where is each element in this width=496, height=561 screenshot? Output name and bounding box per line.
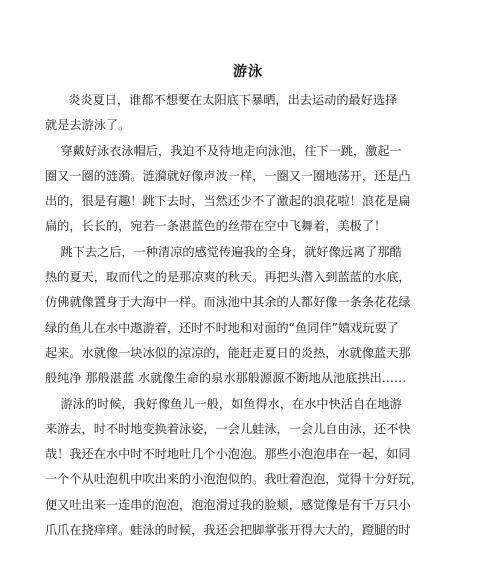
text-line: 圈又一圈的涟漪。涟漪就好像声波一样，一圈又一圈地荡开，还是凸 xyxy=(45,168,411,183)
text-line: 就是去游泳了。 xyxy=(45,118,131,133)
text-line: 般纯净 那般湛蓝 水就像生命的泉水那般源源不断地从池底拱出…… xyxy=(45,371,407,386)
text-line: 炎炎夏日，谁都不想要在太阳底下暴晒，出去运动的最好选择 xyxy=(45,93,398,107)
text-line: 扁的，长长的，宛若一条湛蓝色的丝带在空中飞舞着，美极了！ xyxy=(45,219,387,234)
text-line: 游泳的时候，我好像鱼儿一般，如鱼得水，在水中快活自在地游 xyxy=(45,396,402,411)
text-line: 一个个从吐泡机中吹出来的小泡泡似的。我吐着泡泡，觉得十分好玩， xyxy=(45,472,423,487)
text-line: 热的夏天，取而代之的是那凉爽的秋天。再把头潜入到蓝蓝的水底， xyxy=(45,270,411,285)
essay-body xyxy=(45,88,427,543)
text-line: 哉！我还在水中时不时地吐几个小泡泡。那些小泡泡串在一起，如同 xyxy=(45,447,411,462)
text-line: 出的，很是有趣！跳下去时，当然还少不了激起的浪花啦！浪花是扁 xyxy=(45,194,411,209)
text-line: 绿的鱼儿在水中遨游着，还时不时地和对面的“鱼同伴”嬉戏玩耍了 xyxy=(45,320,399,335)
text-line: 便又吐出来一连串的泡泡，泡泡滑过我的脸颊，感觉像是有千万只小 xyxy=(45,497,411,512)
text-line: 来游去，时不时地变换着泳姿，一会儿蛙泳，一会儿自由泳，还不快 xyxy=(45,421,411,436)
page-title: 游泳 xyxy=(233,64,263,80)
text-line: 跳下去之后，一种清凉的感觉传遍我的全身，就好像远离了那酷 xyxy=(45,244,402,259)
text-line: 爪爪在挠痒痒。蛙泳的时候，我还会把脚掌张开得大大的，蹬腿的时 xyxy=(45,523,411,538)
text-line: 穿戴好泳衣泳帽后，我迫不及待地走向泳池，往下一跳，激起一 xyxy=(45,143,402,158)
text-line: 起来。水就像一块冰似的凉凉的，能赶走夏日的炎热，水就像蓝天那 xyxy=(45,345,411,360)
text-line: 仿佛就像置身于大海中一样。而泳池中其余的人都好像一条条花花绿 xyxy=(45,295,411,310)
